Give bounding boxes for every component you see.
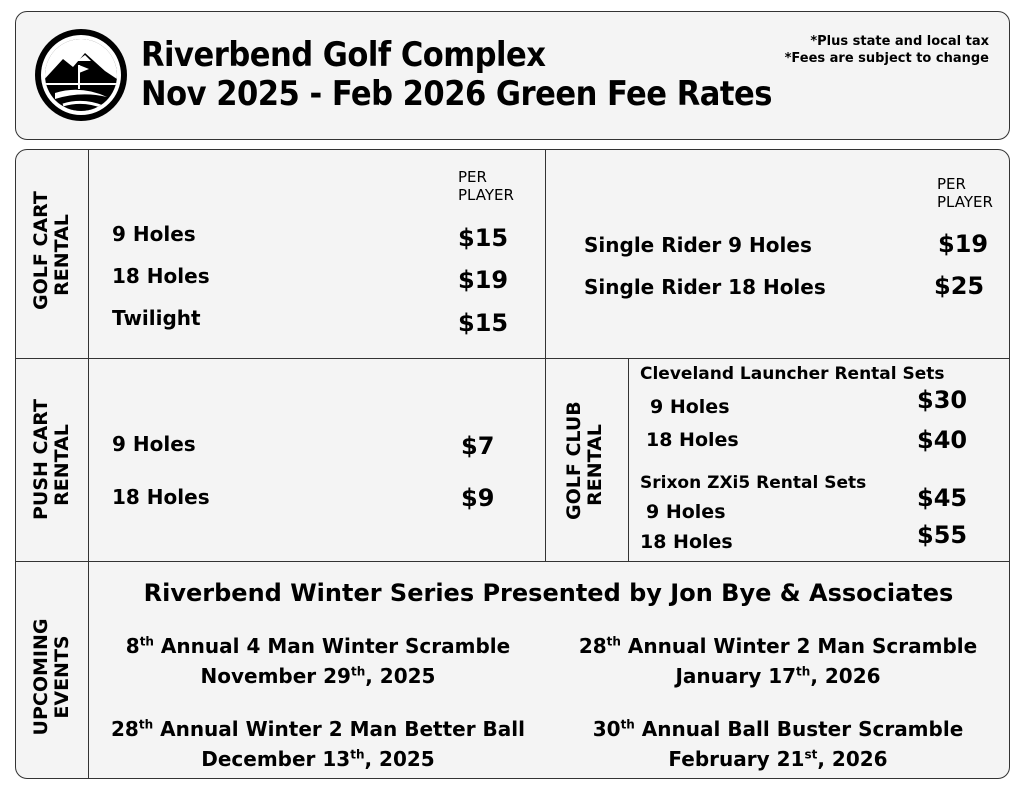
cart-9-holes-label: 9 Holes [112, 222, 196, 246]
push-9-holes-price: $7 [461, 432, 495, 460]
single-rider-18-label: Single Rider 18 Holes [584, 275, 826, 299]
divider [545, 150, 546, 561]
srixon-9-price: $45 [917, 484, 968, 512]
cleveland-18-price: $40 [917, 426, 968, 454]
push-18-holes-price: $9 [461, 484, 495, 512]
events-section-label: UPCOMING EVENTS [30, 618, 73, 736]
single-rider-9-label: Single Rider 9 Holes [584, 233, 812, 257]
srixon-set-title: Srixon ZXi5 Rental Sets [640, 473, 867, 493]
golf-cart-section-label: GOLF CART RENTAL [30, 191, 73, 310]
single-rider-9-price: $19 [938, 230, 989, 258]
divider [16, 561, 1009, 562]
srixon-18-price: $55 [917, 521, 968, 549]
cleveland-9-price: $30 [917, 386, 968, 414]
srixon-9-label: 9 Holes [646, 501, 726, 523]
divider [628, 358, 629, 561]
cleveland-9-label: 9 Holes [650, 396, 730, 418]
push-9-holes-label: 9 Holes [112, 432, 196, 456]
fees-note: *Fees are subject to change [784, 51, 989, 66]
single-rider-18-price: $25 [934, 272, 985, 300]
cleveland-18-label: 18 Holes [646, 429, 739, 451]
tax-note: *Plus state and local tax [810, 34, 989, 49]
logo-icon [33, 27, 129, 123]
page-title-line2: Nov 2025 - Feb 2026 Green Fee Rates [141, 74, 772, 114]
event-item: 28th Annual Winter 2 Man Scramble January 17th, 2026 [578, 634, 978, 688]
per-player-header: PER PLAYER [937, 175, 993, 211]
golf-club-section-label: GOLF CLUB RENTAL [563, 401, 606, 520]
per-player-header: PER PLAYER [458, 168, 514, 204]
cart-18-holes-price: $19 [458, 266, 509, 294]
events-heading: Riverbend Winter Series Presented by Jon Bye & Associates [143, 579, 954, 607]
page-title-line1: Riverbend Golf Complex [141, 35, 546, 75]
push-cart-section-label: PUSH CART RENTAL [30, 399, 73, 520]
event-item: 30th Annual Ball Buster Scramble February 21st, 2026 [592, 717, 964, 771]
cart-18-holes-label: 18 Holes [112, 264, 210, 288]
cart-twilight-label: Twilight [112, 306, 201, 330]
push-18-holes-label: 18 Holes [112, 485, 210, 509]
cleveland-set-title: Cleveland Launcher Rental Sets [640, 364, 945, 384]
cart-twilight-price: $15 [458, 309, 509, 337]
srixon-18-label: 18 Holes [640, 531, 733, 553]
event-item: 28th Annual Winter 2 Man Better Ball December 13th, 2025 [111, 717, 525, 771]
event-item: 8th Annual 4 Man Winter Scramble November 29th, 2025 [125, 634, 511, 688]
cart-9-holes-price: $15 [458, 224, 509, 252]
divider [16, 358, 1009, 359]
